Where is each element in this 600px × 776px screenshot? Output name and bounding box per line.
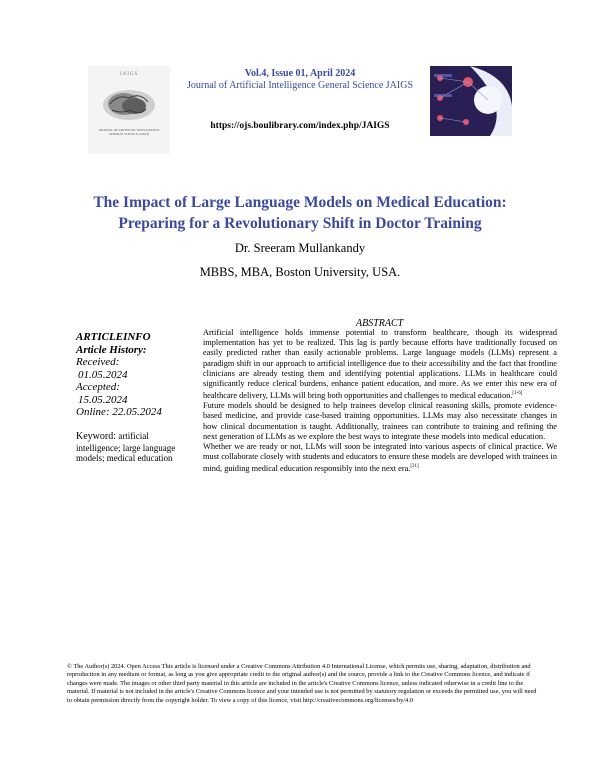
article-history-label: Article History: [76,343,147,356]
abstract-paragraph-3: Whether we are ready or not, LLMs will soon be integrated into various aspects of clinical practice. We must collaborate closely with students and educators to ensure these models are developed with trainees in mind, guiding medical education responsibly into the next era.[21] [203,442,557,474]
accepted-date: 15.05.2024 [78,393,128,406]
cover-image [430,66,512,136]
author-name: Dr. Sreeram Mullankandy [234,241,366,255]
keyword-label: Keyword: [76,431,116,442]
author-affiliation: MBBS, MBA, Boston University, USA. [199,265,401,279]
paper-title-line-2: Preparing for a Revolutionary Shift in Doctor Training [118,215,482,232]
online-date: Online: 22.05.2024 [76,406,162,418]
accepted-label: Accepted: [76,381,120,393]
citation-ref[interactable]: [1-6] [512,391,523,397]
license-footer: © The Author(s) 2024. Open Access This article is licensed under a Creative Commons Attribution 4.0 International License, which permits use, sharing, adaptation, distribution and reproduction in any medium or format, as long as you give appropriate credit to the original author(s) and the source, provide a link to the Creative Commons licence, and indicate if changes were made. The images or other third party material in this article are included in the article's Creative Commons licence, unless indicated otherwise in a credit line to the material. If material is not included in the article's Creative Commons licence and your intended use is not permitted by statutory regulation or exceeds the permitted use, you will need to obtain permission directly from the copyright holder. To view a copy of this licence, visit http://creativecommons.org/licenses/by/4.0 [67,663,537,704]
journal-logo-label: JAIGS [119,72,139,77]
received-date: 01.05.2024 [78,368,128,381]
ai-network-illustration-icon [430,66,512,136]
journal-volume: Vol.4, Issue 01, April 2024 [244,68,356,79]
abstract-paragraph-1: Artificial intelligence holds immense potential to transform healthcare, though its widespread implementation has yet to be realized. This lag is partly because efforts have traditionally focused on easily predicted rather than easily actionable problems. Large language models (LLMs) represent a paradigm shift in our approach to artificial intelligence due to their accessibility and the fact that frontline clinicians are already testing them and identifying potential applications. LLMs in healthcare could significantly reduce clerical burdens, enhance patient education, and more. As we enter this new era of healthcare delivery, LLMs will bring both opportunities and challenges to medical education.[1-6] [203,328,557,400]
keywords [76,431,186,464]
citation-ref[interactable]: [21] [410,464,419,470]
journal-logo-caption: JOURNAL OF ARTIFICIAL INTELLIGENCE GENERAL SCIENCE (JAIGS) [98,128,160,136]
paper-title-line-1: The Impact of Large Language Models on Medical Education: [93,194,507,211]
article-info [76,331,186,419]
received-label: Received: [76,356,120,368]
abstract-paragraph-2: Future models should be designed to help trainees develop clinical reasoning skills, promote evidence-based medicine, and provide case-based training opportunities. LLMs may also necessitate changes in how clinical documentation is taught. Additionally, trainees can contribute to training and refining the next generation of LLMs as we explore the best ways to integrate these models into medical education. [203,401,557,441]
abstract-heading: ABSTRACT [356,318,404,329]
abstract-body [203,328,557,474]
keyword-list: artificial intelligence; large language models; medical education [76,431,176,463]
article-info-heading: ARTICLEINFO [76,331,151,343]
journal-name[interactable]: Journal of Artificial Intelligence General Science JAIGS [186,80,414,91]
journal-url-link[interactable]: https://ojs.boulibrary.com/index.php/JAIGS [210,121,390,131]
paper-title [60,192,540,234]
